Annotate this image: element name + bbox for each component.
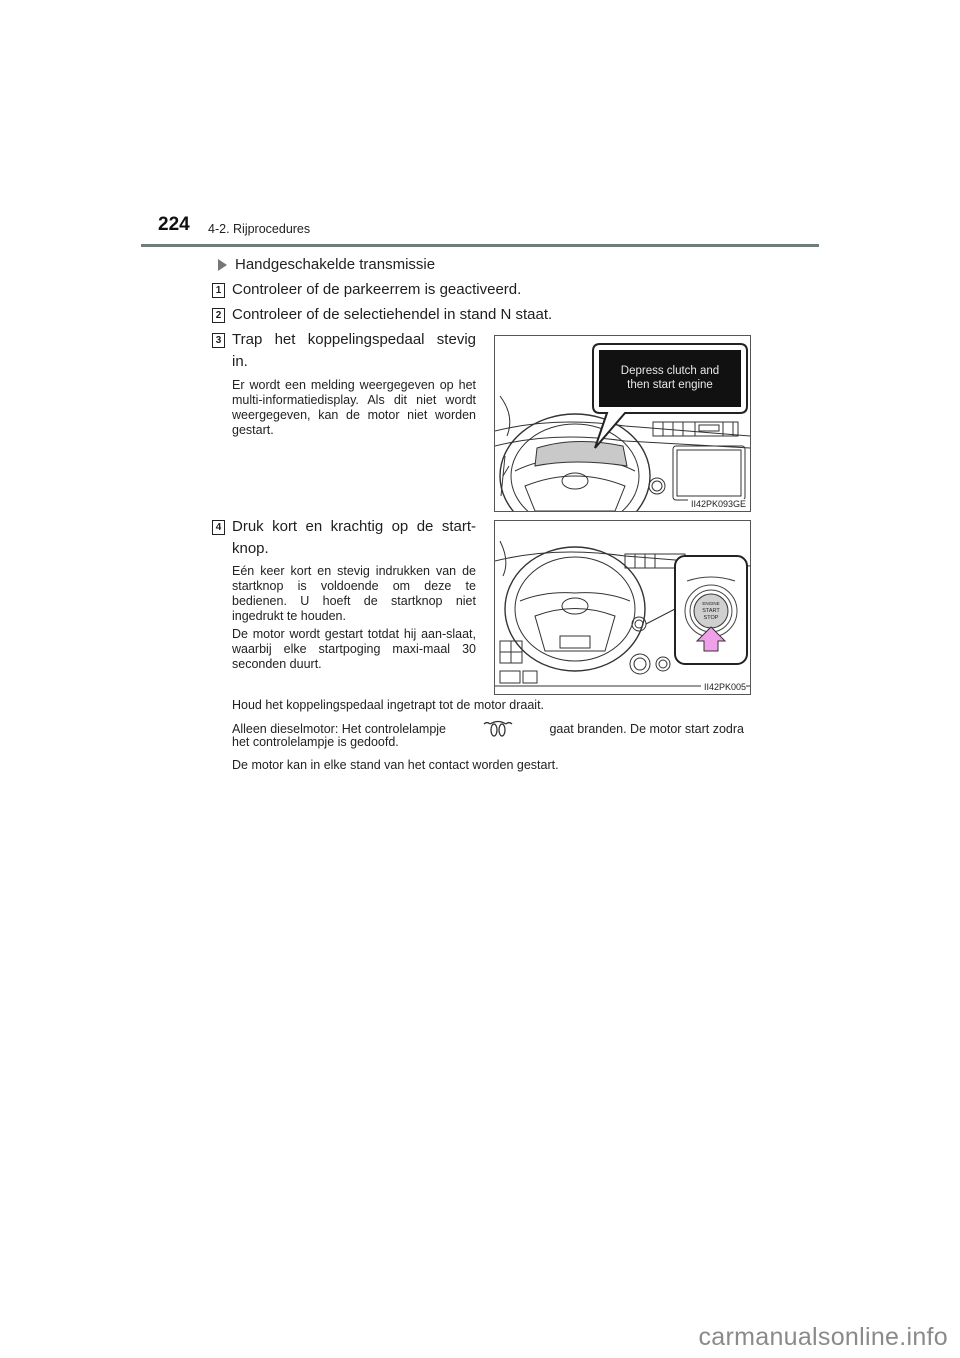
figure-clutch-message <box>494 335 751 512</box>
step-3-text-line2: in. <box>232 353 248 370</box>
start-label: START <box>702 608 720 614</box>
figure-code: II42PK005 <box>701 682 746 692</box>
step-2-text: Controleer of de selectiehendel in stand N staat. <box>232 306 553 323</box>
figure-code: II42PK093GE <box>688 499 746 509</box>
step-4-detail-1: Eén keer kort en stevig indrukken van de startknop is voldoende om deze te bedienen. U hoeft de startknop niet ingedrukt te houden. <box>232 564 476 623</box>
subheading-text: Handgeschakelde transmissie <box>235 256 436 273</box>
glow-plug-indicator-icon <box>481 720 515 738</box>
step-3-text-line1: Trap het koppelingspedaal stevig <box>232 331 476 348</box>
display-message-line1: Depress clutch and <box>620 365 720 377</box>
note-diesel-line2: het controlelampje is gedoofd. <box>232 735 399 749</box>
note-diesel-after: gaat branden. De motor start zodra <box>549 721 744 736</box>
triangle-bullet-icon <box>218 259 227 271</box>
step-1-text: Controleer of de parkeerrem is geactiveerd. <box>232 281 522 298</box>
display-message-line2: then start engine <box>627 379 713 391</box>
note-keep-clutch: Houd het koppelingspedaal ingetrapt tot de motor draait. <box>232 698 545 712</box>
page-number: 224 <box>158 214 190 235</box>
watermark: carmanualsonline.info <box>698 1323 948 1351</box>
step-number-3: 3 <box>212 333 225 348</box>
section-title: 4-2. Rijprocedures <box>208 222 311 236</box>
step-number-1: 1 <box>212 283 225 298</box>
figure-start-button <box>494 520 751 695</box>
step-4-text-line2: knop. <box>232 540 269 557</box>
step-4-text-line1: Druk kort en krachtig op de start- <box>232 518 476 535</box>
engine-label: ENGINE <box>702 601 720 606</box>
step-3-detail: Er wordt een melding weergegeven op het multi-informatiedisplay. Als dit niet wordt weergegeven, kan de motor niet worden gestart. <box>232 378 476 437</box>
subheading <box>218 256 435 273</box>
note-diesel-before: Alleen dieselmotor: Het controlelampje <box>232 721 446 736</box>
step-number-2: 2 <box>212 308 225 323</box>
note-any-position: De motor kan in elke stand van het contact worden gestart. <box>232 758 559 772</box>
header-divider <box>141 244 819 247</box>
step-4-detail-2: De motor wordt gestart totdat hij aan-slaat, waarbij elke startpoging maxi-maal 30 seconden duurt. <box>232 627 476 671</box>
dashboard-illustration <box>495 336 750 511</box>
stop-label: STOP <box>703 615 719 621</box>
start-button-illustration <box>495 521 750 694</box>
step-number-4: 4 <box>212 520 225 535</box>
